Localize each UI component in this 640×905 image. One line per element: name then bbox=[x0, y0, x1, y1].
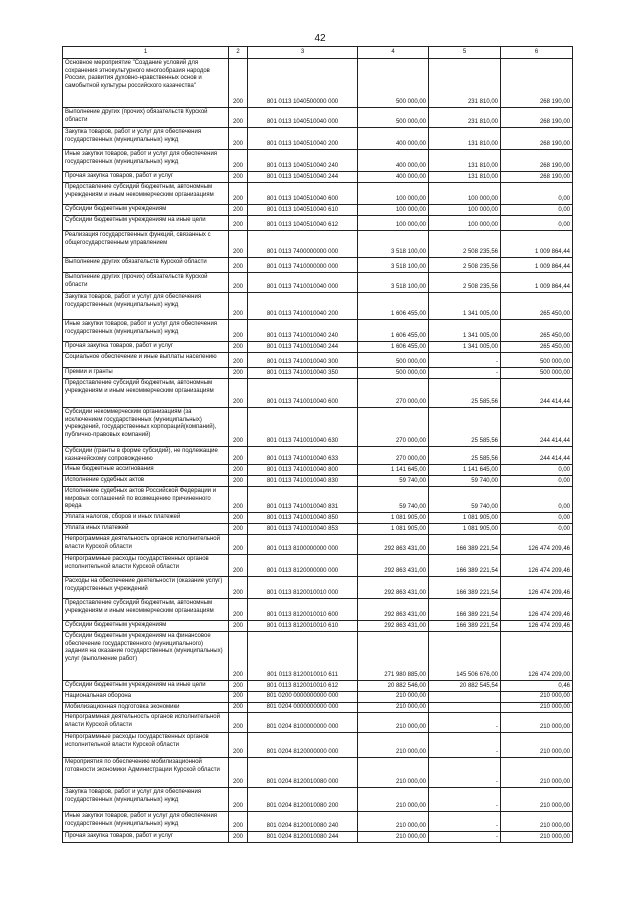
approved-amount-cell: 500 000,00 bbox=[358, 59, 429, 108]
column-header: 2 bbox=[229, 47, 248, 59]
budget-classification-cell: 801 0113 7400000000 000 bbox=[248, 231, 358, 258]
admin-code-cell: 200 bbox=[229, 353, 248, 368]
budget-classification-cell: 801 0113 1040510040 200 bbox=[248, 128, 358, 150]
expense-name-cell: Основное мероприятие "Создание условий для сохранения этнокультурного многообразия народов России, развития духовно-нравственных основ и самобытной культуры российского казачества" bbox=[63, 59, 229, 108]
executed-amount-cell: 2 508 235,56 bbox=[429, 258, 501, 273]
table-row bbox=[63, 713, 573, 733]
expense-name-cell: Реализация государственных функций, связанных с общегосударственным управлением bbox=[63, 231, 229, 258]
admin-code-cell: 200 bbox=[229, 59, 248, 108]
budget-classification-cell: 801 0113 7410010040 240 bbox=[248, 320, 358, 342]
expense-name-cell: Прочая закупка товаров, работ и услуг bbox=[63, 172, 229, 183]
table-row bbox=[63, 172, 573, 183]
admin-code-cell: 200 bbox=[229, 293, 248, 320]
expense-name-cell: Уплата иных платежей bbox=[63, 524, 229, 535]
executed-amount-cell: 100 000,00 bbox=[429, 183, 501, 205]
admin-code-cell: 200 bbox=[229, 320, 248, 342]
column-header: 6 bbox=[501, 47, 573, 59]
budget-classification-cell: 801 0113 1040510040 610 bbox=[248, 205, 358, 216]
approved-amount-cell: 210 000,00 bbox=[358, 733, 429, 758]
approved-amount-cell: 270 000,00 bbox=[358, 408, 429, 447]
unexecuted-amount-cell: 0,00 bbox=[501, 513, 573, 524]
executed-amount-cell: 166 389 221,54 bbox=[429, 535, 501, 555]
budget-classification-cell: 801 0113 7410000000 000 bbox=[248, 258, 358, 273]
table-row bbox=[63, 216, 573, 231]
executed-amount-cell: - bbox=[429, 788, 501, 812]
table-row bbox=[63, 758, 573, 788]
executed-amount-cell: 231 810,00 bbox=[429, 59, 501, 108]
budget-classification-cell: 801 0113 1040510040 240 bbox=[248, 150, 358, 172]
admin-code-cell: 200 bbox=[229, 713, 248, 733]
expense-name-cell: Расходы на обеспечение деятельности (оказание услуг) государственных учреждений bbox=[63, 577, 229, 599]
admin-code-cell: 200 bbox=[229, 273, 248, 293]
budget-classification-cell: 801 0113 8120010010 610 bbox=[248, 621, 358, 632]
unexecuted-amount-cell: 268 190,00 bbox=[501, 150, 573, 172]
admin-code-cell: 200 bbox=[229, 342, 248, 353]
table-row bbox=[63, 692, 573, 703]
unexecuted-amount-cell: 0,00 bbox=[501, 524, 573, 535]
admin-code-cell: 200 bbox=[229, 258, 248, 273]
table-row bbox=[63, 408, 573, 447]
budget-classification-cell: 801 0204 8120010080 240 bbox=[248, 812, 358, 832]
unexecuted-amount-cell: 210 000,00 bbox=[501, 702, 573, 713]
budget-classification-cell: 801 0113 8100000000 000 bbox=[248, 535, 358, 555]
admin-code-cell: 200 bbox=[229, 681, 248, 692]
executed-amount-cell: 25 585,56 bbox=[429, 379, 501, 408]
table-row bbox=[63, 555, 573, 577]
column-header: 3 bbox=[248, 47, 358, 59]
budget-classification-cell: 801 0113 1040500000 000 bbox=[248, 59, 358, 108]
executed-amount-cell: 1 081 905,00 bbox=[429, 513, 501, 524]
unexecuted-amount-cell: 268 190,00 bbox=[501, 128, 573, 150]
budget-classification-cell: 801 0113 1040510040 600 bbox=[248, 183, 358, 205]
executed-amount-cell: 131 810,00 bbox=[429, 172, 501, 183]
table-row bbox=[63, 513, 573, 524]
expense-name-cell: Субсидии некоммерческим организациям (за исключением государственных (муниципальных) учреждений, государственных корпораций(компаний), публично-правовых компаний) bbox=[63, 408, 229, 447]
approved-amount-cell: 59 740,00 bbox=[358, 476, 429, 487]
admin-code-cell: 200 bbox=[229, 577, 248, 599]
expense-name-cell: Непрограммная деятельность органов исполнительной власти Курской области bbox=[63, 713, 229, 733]
executed-amount-cell: 131 810,00 bbox=[429, 150, 501, 172]
table-row bbox=[63, 812, 573, 832]
budget-classification-cell: 801 0113 7410010040 850 bbox=[248, 513, 358, 524]
expense-name-cell: Непрограммные расходы государственных органов исполнительной власти Курской области bbox=[63, 555, 229, 577]
expense-name-cell: Субсидии бюджетным учреждениям на иные цели bbox=[63, 681, 229, 692]
expense-name-cell: Уплата налогов, сборов и иных платежей bbox=[63, 513, 229, 524]
table-row bbox=[63, 577, 573, 599]
approved-amount-cell: 59 740,00 bbox=[358, 487, 429, 513]
budget-classification-cell: 801 0113 7410010040 630 bbox=[248, 408, 358, 447]
budget-classification-cell: 801 0113 1040510040 612 bbox=[248, 216, 358, 231]
column-header: 5 bbox=[429, 47, 501, 59]
budget-execution-table bbox=[62, 46, 573, 843]
expense-name-cell: Субсидии бюджетным учреждениям bbox=[63, 205, 229, 216]
table-row bbox=[63, 128, 573, 150]
executed-amount-cell: - bbox=[429, 368, 501, 379]
expense-name-cell: Социальное обеспечение и иные выплаты населению bbox=[63, 353, 229, 368]
executed-amount-cell: 166 389 221,54 bbox=[429, 599, 501, 621]
expense-name-cell: Предоставление субсидий бюджетным, автономным учреждениям и иным некоммерческим организациям bbox=[63, 183, 229, 205]
approved-amount-cell: 3 518 100,00 bbox=[358, 258, 429, 273]
expense-name-cell: Закупка товаров, работ и услуг для обеспечения государственных (муниципальных) нужд bbox=[63, 788, 229, 812]
admin-code-cell: 200 bbox=[229, 788, 248, 812]
table-row bbox=[63, 476, 573, 487]
executed-amount-cell: - bbox=[429, 758, 501, 788]
budget-classification-cell: 801 0113 8120010010 611 bbox=[248, 632, 358, 681]
unexecuted-amount-cell: 0,00 bbox=[501, 476, 573, 487]
unexecuted-amount-cell: 126 474 209,46 bbox=[501, 621, 573, 632]
expense-name-cell: Премии и гранты bbox=[63, 368, 229, 379]
unexecuted-amount-cell: 126 474 209,00 bbox=[501, 632, 573, 681]
approved-amount-cell: 270 000,00 bbox=[358, 447, 429, 465]
expense-name-cell: Выполнение других (прочих) обязательств Курской области bbox=[63, 108, 229, 128]
admin-code-cell: 200 bbox=[229, 487, 248, 513]
executed-amount-cell: 100 000,00 bbox=[429, 205, 501, 216]
unexecuted-amount-cell: 126 474 209,46 bbox=[501, 555, 573, 577]
budget-classification-cell: 801 0113 8120010010 600 bbox=[248, 599, 358, 621]
budget-classification-cell: 801 0113 7410010040 800 bbox=[248, 465, 358, 476]
table-row bbox=[63, 183, 573, 205]
column-header: 1 bbox=[63, 47, 229, 59]
approved-amount-cell: 1 606 455,00 bbox=[358, 320, 429, 342]
approved-amount-cell: 500 000,00 bbox=[358, 368, 429, 379]
expense-name-cell: Субсидии (гранты в форме субсидий), не подлежащие казначейскому сопровождению bbox=[63, 447, 229, 465]
budget-classification-cell: 801 0113 1040510040 000 bbox=[248, 108, 358, 128]
page-number: 42 bbox=[314, 33, 326, 44]
approved-amount-cell: 100 000,00 bbox=[358, 216, 429, 231]
expense-name-cell: Иные закупки товаров, работ и услуг для обеспечения государственных (муниципальных) нужд bbox=[63, 320, 229, 342]
unexecuted-amount-cell: 0,00 bbox=[501, 205, 573, 216]
table-row bbox=[63, 108, 573, 128]
admin-code-cell: 200 bbox=[229, 216, 248, 231]
table-row bbox=[63, 733, 573, 758]
admin-code-cell: 200 bbox=[229, 632, 248, 681]
unexecuted-amount-cell: 0,00 bbox=[501, 216, 573, 231]
executed-amount-cell: 1 341 005,00 bbox=[429, 320, 501, 342]
admin-code-cell: 200 bbox=[229, 832, 248, 843]
executed-amount-cell: 1 081 905,00 bbox=[429, 524, 501, 535]
expense-name-cell: Непрограммная деятельность органов исполнительной власти Курской области bbox=[63, 535, 229, 555]
budget-classification-cell: 801 0113 8120010010 612 bbox=[248, 681, 358, 692]
expense-name-cell: Непрограммные расходы государственных органов исполнительной власти Курской области bbox=[63, 733, 229, 758]
table-row bbox=[63, 599, 573, 621]
executed-amount-cell bbox=[429, 692, 501, 703]
table-row bbox=[63, 465, 573, 476]
table-row bbox=[63, 487, 573, 513]
unexecuted-amount-cell: 500 000,00 bbox=[501, 368, 573, 379]
budget-classification-cell: 801 0113 7410010040 000 bbox=[248, 273, 358, 293]
expense-name-cell: Предоставление субсидий бюджетным, автономным учреждениям и иным некоммерческим организациям bbox=[63, 379, 229, 408]
executed-amount-cell: - bbox=[429, 832, 501, 843]
approved-amount-cell: 210 000,00 bbox=[358, 832, 429, 843]
admin-code-cell: 200 bbox=[229, 150, 248, 172]
table-row bbox=[63, 258, 573, 273]
approved-amount-cell: 292 863 431,00 bbox=[358, 555, 429, 577]
approved-amount-cell: 210 000,00 bbox=[358, 812, 429, 832]
table-row bbox=[63, 150, 573, 172]
budget-classification-cell: 801 0204 8100000000 000 bbox=[248, 713, 358, 733]
table-row bbox=[63, 379, 573, 408]
expense-name-cell: Национальная оборона bbox=[63, 692, 229, 703]
executed-amount-cell bbox=[429, 702, 501, 713]
admin-code-cell: 200 bbox=[229, 513, 248, 524]
executed-amount-cell: 1 341 005,00 bbox=[429, 342, 501, 353]
approved-amount-cell: 20 882 546,00 bbox=[358, 681, 429, 692]
executed-amount-cell: - bbox=[429, 733, 501, 758]
budget-classification-cell: 801 0204 8120000000 000 bbox=[248, 733, 358, 758]
unexecuted-amount-cell: 268 190,00 bbox=[501, 172, 573, 183]
unexecuted-amount-cell: 210 000,00 bbox=[501, 692, 573, 703]
executed-amount-cell: 131 810,00 bbox=[429, 128, 501, 150]
column-header: 4 bbox=[358, 47, 429, 59]
approved-amount-cell: 1 081 905,00 bbox=[358, 513, 429, 524]
expense-name-cell: Исполнение судебных актов bbox=[63, 476, 229, 487]
admin-code-cell: 200 bbox=[229, 128, 248, 150]
admin-code-cell: 200 bbox=[229, 599, 248, 621]
approved-amount-cell: 210 000,00 bbox=[358, 713, 429, 733]
admin-code-cell: 200 bbox=[229, 408, 248, 447]
unexecuted-amount-cell: 500 000,00 bbox=[501, 353, 573, 368]
approved-amount-cell: 500 000,00 bbox=[358, 108, 429, 128]
table-row bbox=[63, 353, 573, 368]
unexecuted-amount-cell: 265 450,00 bbox=[501, 342, 573, 353]
budget-classification-cell: 801 0204 8120010080 244 bbox=[248, 832, 358, 843]
unexecuted-amount-cell: 244 414,44 bbox=[501, 447, 573, 465]
admin-code-cell: 200 bbox=[229, 465, 248, 476]
budget-classification-cell: 801 0113 7410010040 853 bbox=[248, 524, 358, 535]
approved-amount-cell: 500 000,00 bbox=[358, 353, 429, 368]
expense-name-cell: Закупка товаров, работ и услуг для обеспечения государственных (муниципальных) нужд bbox=[63, 293, 229, 320]
executed-amount-cell: 145 506 676,00 bbox=[429, 632, 501, 681]
budget-classification-cell: 801 0204 8120010080 000 bbox=[248, 758, 358, 788]
table-body bbox=[63, 59, 573, 843]
unexecuted-amount-cell: 210 000,00 bbox=[501, 832, 573, 843]
expense-name-cell: Субсидии бюджетным учреждениям на финансовое обеспечение государственного (муниципального) задания на оказание государственных (муниципальных) услуг (выполнение работ) bbox=[63, 632, 229, 681]
executed-amount-cell: 1 141 645,00 bbox=[429, 465, 501, 476]
table-row bbox=[63, 320, 573, 342]
approved-amount-cell: 1 606 455,00 bbox=[358, 293, 429, 320]
admin-code-cell: 200 bbox=[229, 524, 248, 535]
table-row bbox=[63, 621, 573, 632]
approved-amount-cell: 1 081 905,00 bbox=[358, 524, 429, 535]
expense-name-cell: Выполнение других обязательств Курской области bbox=[63, 258, 229, 273]
approved-amount-cell: 292 863 431,00 bbox=[358, 621, 429, 632]
column-number-row bbox=[63, 47, 573, 59]
table-row bbox=[63, 632, 573, 681]
admin-code-cell: 200 bbox=[229, 758, 248, 788]
expense-name-cell: Субсидии бюджетным учреждениям на иные цели bbox=[63, 216, 229, 231]
unexecuted-amount-cell: 1 009 864,44 bbox=[501, 231, 573, 258]
table-row bbox=[63, 59, 573, 108]
approved-amount-cell: 100 000,00 bbox=[358, 205, 429, 216]
unexecuted-amount-cell: 126 474 209,46 bbox=[501, 535, 573, 555]
admin-code-cell: 200 bbox=[229, 172, 248, 183]
admin-code-cell: 200 bbox=[229, 555, 248, 577]
approved-amount-cell: 292 863 431,00 bbox=[358, 599, 429, 621]
admin-code-cell: 200 bbox=[229, 476, 248, 487]
table-row bbox=[63, 273, 573, 293]
approved-amount-cell: 400 000,00 bbox=[358, 128, 429, 150]
admin-code-cell: 200 bbox=[229, 205, 248, 216]
admin-code-cell: 200 bbox=[229, 379, 248, 408]
expense-name-cell: Субсидии бюджетным учреждениям bbox=[63, 621, 229, 632]
executed-amount-cell: 1 341 005,00 bbox=[429, 293, 501, 320]
admin-code-cell: 200 bbox=[229, 702, 248, 713]
executed-amount-cell: 59 740,00 bbox=[429, 476, 501, 487]
admin-code-cell: 200 bbox=[229, 231, 248, 258]
budget-classification-cell: 801 0113 7410010040 830 bbox=[248, 476, 358, 487]
expense-name-cell: Прочая закупка товаров, работ и услуг bbox=[63, 832, 229, 843]
table-row bbox=[63, 293, 573, 320]
expense-name-cell: Выполнение других (прочих) обязательств Курской области bbox=[63, 273, 229, 293]
budget-classification-cell: 801 0113 7410010040 300 bbox=[248, 353, 358, 368]
unexecuted-amount-cell: 126 474 209,46 bbox=[501, 599, 573, 621]
expense-name-cell: Иные бюджетные ассигнования bbox=[63, 465, 229, 476]
budget-classification-cell: 801 0200 0000000000 000 bbox=[248, 692, 358, 703]
approved-amount-cell: 292 863 431,00 bbox=[358, 535, 429, 555]
executed-amount-cell: 59 740,00 bbox=[429, 487, 501, 513]
expense-name-cell: Мобилизационная подготовка экономики bbox=[63, 702, 229, 713]
unexecuted-amount-cell: 210 000,00 bbox=[501, 758, 573, 788]
approved-amount-cell: 400 000,00 bbox=[358, 150, 429, 172]
unexecuted-amount-cell: 0,00 bbox=[501, 487, 573, 513]
executed-amount-cell: - bbox=[429, 713, 501, 733]
unexecuted-amount-cell: 0,00 bbox=[501, 465, 573, 476]
budget-classification-cell: 801 0113 7410010040 633 bbox=[248, 447, 358, 465]
admin-code-cell: 200 bbox=[229, 368, 248, 379]
admin-code-cell: 200 bbox=[229, 535, 248, 555]
table-row bbox=[63, 368, 573, 379]
unexecuted-amount-cell: 1 009 864,44 bbox=[501, 273, 573, 293]
unexecuted-amount-cell: 210 000,00 bbox=[501, 788, 573, 812]
approved-amount-cell: 3 518 100,00 bbox=[358, 231, 429, 258]
expense-name-cell: Исполнение судебных актов Российской Федерации и мировых соглашений по возмещению причиненного вреда bbox=[63, 487, 229, 513]
table-row bbox=[63, 231, 573, 258]
table-row bbox=[63, 702, 573, 713]
budget-classification-cell: 801 0113 7410010040 200 bbox=[248, 293, 358, 320]
approved-amount-cell: 210 000,00 bbox=[358, 788, 429, 812]
budget-classification-cell: 801 0204 8120010080 200 bbox=[248, 788, 358, 812]
table-row bbox=[63, 524, 573, 535]
unexecuted-amount-cell: 0,46 bbox=[501, 681, 573, 692]
executed-amount-cell: 231 810,00 bbox=[429, 108, 501, 128]
unexecuted-amount-cell: 265 450,00 bbox=[501, 293, 573, 320]
budget-classification-cell: 801 0113 7410010040 600 bbox=[248, 379, 358, 408]
approved-amount-cell: 210 000,00 bbox=[358, 758, 429, 788]
approved-amount-cell: 3 518 100,00 bbox=[358, 273, 429, 293]
expense-name-cell: Предоставление субсидий бюджетным, автономным учреждениям и иным некоммерческим организациям bbox=[63, 599, 229, 621]
expense-name-cell: Иные закупки товаров, работ и услуг для обеспечения государственных (муниципальных) нужд bbox=[63, 812, 229, 832]
admin-code-cell: 200 bbox=[229, 621, 248, 632]
table-row bbox=[63, 447, 573, 465]
approved-amount-cell: 292 863 431,00 bbox=[358, 577, 429, 599]
unexecuted-amount-cell: 268 190,00 bbox=[501, 108, 573, 128]
approved-amount-cell: 400 000,00 bbox=[358, 172, 429, 183]
approved-amount-cell: 210 000,00 bbox=[358, 692, 429, 703]
executed-amount-cell: 166 389 221,54 bbox=[429, 555, 501, 577]
executed-amount-cell: 25 585,56 bbox=[429, 408, 501, 447]
approved-amount-cell: 270 000,00 bbox=[358, 379, 429, 408]
unexecuted-amount-cell: 210 000,00 bbox=[501, 733, 573, 758]
executed-amount-cell: 100 000,00 bbox=[429, 216, 501, 231]
table-row bbox=[63, 832, 573, 843]
expense-name-cell: Прочая закупка товаров, работ и услуг bbox=[63, 342, 229, 353]
unexecuted-amount-cell: 265 450,00 bbox=[501, 320, 573, 342]
expense-name-cell: Закупка товаров, работ и услуг для обеспечения государственных (муниципальных) нужд bbox=[63, 128, 229, 150]
table-row bbox=[63, 342, 573, 353]
table-row bbox=[63, 788, 573, 812]
executed-amount-cell: 166 389 221,54 bbox=[429, 621, 501, 632]
table-row bbox=[63, 535, 573, 555]
budget-classification-cell: 801 0113 7410010040 244 bbox=[248, 342, 358, 353]
admin-code-cell: 200 bbox=[229, 183, 248, 205]
admin-code-cell: 200 bbox=[229, 447, 248, 465]
expense-name-cell: Иные закупки товаров, работ и услуг для обеспечения государственных (муниципальных) нужд bbox=[63, 150, 229, 172]
admin-code-cell: 200 bbox=[229, 692, 248, 703]
unexecuted-amount-cell: 126 474 209,46 bbox=[501, 577, 573, 599]
executed-amount-cell: 2 508 235,56 bbox=[429, 273, 501, 293]
expense-name-cell: Мероприятия по обеспечению мобилизационной готовности экономики Администрации Курской области bbox=[63, 758, 229, 788]
unexecuted-amount-cell: 244 414,44 bbox=[501, 408, 573, 447]
admin-code-cell: 200 bbox=[229, 108, 248, 128]
admin-code-cell: 200 bbox=[229, 733, 248, 758]
unexecuted-amount-cell: 268 190,00 bbox=[501, 59, 573, 108]
budget-classification-cell: 801 0113 7410010040 831 bbox=[248, 487, 358, 513]
budget-classification-cell: 801 0113 7410010040 350 bbox=[248, 368, 358, 379]
executed-amount-cell: - bbox=[429, 812, 501, 832]
table-row bbox=[63, 681, 573, 692]
admin-code-cell: 200 bbox=[229, 812, 248, 832]
unexecuted-amount-cell: 0,00 bbox=[501, 183, 573, 205]
approved-amount-cell: 271 980 885,00 bbox=[358, 632, 429, 681]
executed-amount-cell: 25 585,56 bbox=[429, 447, 501, 465]
unexecuted-amount-cell: 244 414,44 bbox=[501, 379, 573, 408]
executed-amount-cell: 20 882 545,54 bbox=[429, 681, 501, 692]
unexecuted-amount-cell: 210 000,00 bbox=[501, 713, 573, 733]
executed-amount-cell: 2 508 235,56 bbox=[429, 231, 501, 258]
budget-classification-cell: 801 0113 1040510040 244 bbox=[248, 172, 358, 183]
budget-classification-cell: 801 0204 0000000000 000 bbox=[248, 702, 358, 713]
budget-classification-cell: 801 0113 8120000000 000 bbox=[248, 555, 358, 577]
table-row bbox=[63, 205, 573, 216]
executed-amount-cell: 166 389 221,54 bbox=[429, 577, 501, 599]
approved-amount-cell: 100 000,00 bbox=[358, 183, 429, 205]
unexecuted-amount-cell: 1 009 864,44 bbox=[501, 258, 573, 273]
executed-amount-cell: - bbox=[429, 353, 501, 368]
approved-amount-cell: 1 606 455,00 bbox=[358, 342, 429, 353]
approved-amount-cell: 210 000,00 bbox=[358, 702, 429, 713]
unexecuted-amount-cell: 210 000,00 bbox=[501, 812, 573, 832]
budget-classification-cell: 801 0113 8120010010 000 bbox=[248, 577, 358, 599]
approved-amount-cell: 1 141 645,00 bbox=[358, 465, 429, 476]
